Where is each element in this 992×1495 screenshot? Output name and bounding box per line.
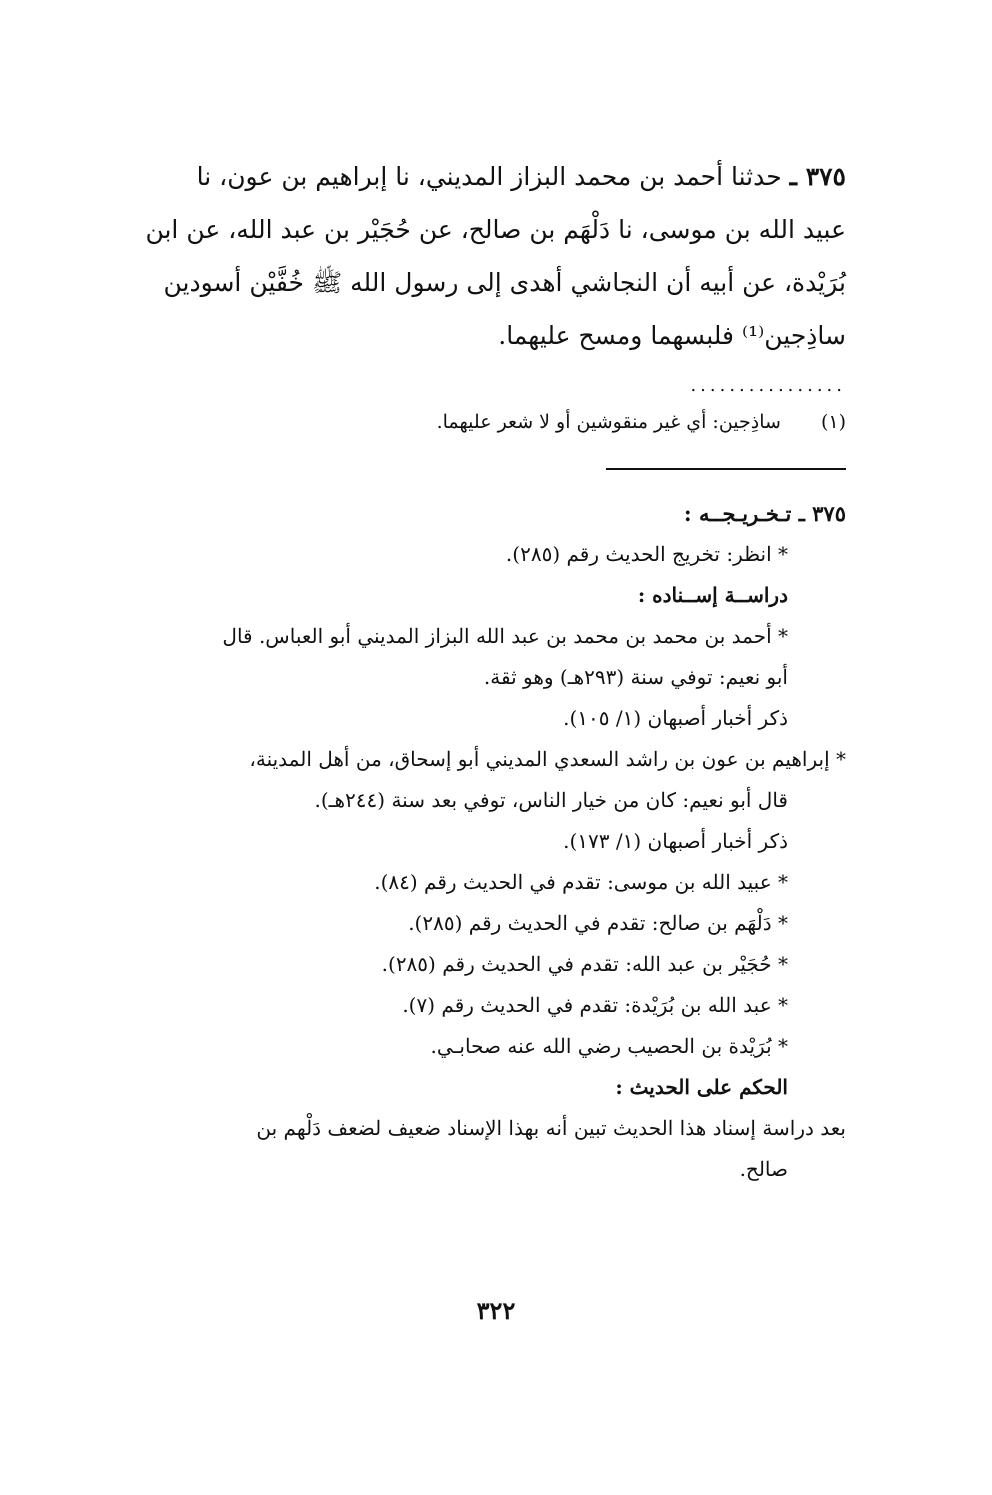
narrator-7: * بُرَيْدة بن الحصيب رضي الله عنه صحابـي. [430,1034,788,1058]
hadith-number: ٣٧٥ ـ [789,162,846,191]
hadith-line-2: عبيد الله بن موسى، نا دَلْهَم بن صالح، عن حُجَيْر بن عبد الله، عن ابن [145,215,846,244]
takhrij-section [92,494,846,1190]
ruling-line-2: صالح. [739,1157,788,1181]
page-number: ٣٢٢ [476,1296,516,1325]
footnote-marker: (١) [820,411,846,433]
footnote-divider [606,468,846,470]
page-body [92,150,846,1190]
takhrij-reference: * انظر: تخريج الحديث رقم (٢٨٥). [505,542,788,566]
separator-dots: ................ [690,375,846,396]
narrator-2-line-1: * إبراهيم بن عون بن راشد السعدي المديني أبو إسحاق، من أهل المدينة، [249,747,846,771]
narrator-1-line-3: ذكر أخبار أصبهان (١/ ١٠٥). [563,706,788,730]
hadith-line-4: ساذِجين⁽¹⁾ فلبسهما ومسح عليهما. [498,321,846,350]
ruling-line-1: بعد دراسة إسناد هذا الحديث تبين أنه بهذا الإسناد ضعيف لضعف دَلْهم بن [256,1116,846,1140]
hadith-text [92,150,846,362]
narrator-6: * عبد الله بن بُرَيْدة: تقدم في الحديث رقم (٧). [402,993,788,1017]
narrator-2-line-3: ذكر أخبار أصبهان (١/ ١٧٣). [563,829,788,853]
narrator-2-line-2: قال أبو نعيم: كان من خيار الناس، توفي بعد سنة (٢٤٤هـ). [314,788,788,812]
narrator-4: * دَلْهَم بن صالح: تقدم في الحديث رقم (٢٨٥). [408,911,788,935]
isnad-heading: دراســة إســناده : [637,583,788,607]
hadith-line-1: ٣٧٥ ـ حدثنا أحمد بن محمد البزاز المديني، نا إبراهيم بن عون، نا [196,162,846,191]
ruling-heading: الحكم على الحديث : [615,1075,788,1099]
narrator-1-line-2: أبو نعيم: توفي سنة (٢٩٣هـ) وهو ثقة. [483,665,788,689]
takhrij-heading: ٣٧٥ ـ تـخـريـجــه : [683,501,846,526]
narrator-1-line-1: * أحمد بن محمد بن محمد بن عبد الله البزاز المديني أبو العباس. قال [222,624,788,648]
footnote-text: ساذِجين: أي غير منقوشين أو لا شعر عليهما. [436,411,781,433]
narrator-5: * حُجَيْر بن عبد الله: تقدم في الحديث رقم (٢٨٥). [381,952,788,976]
narrator-3: * عبيد الله بن موسى: تقدم في الحديث رقم (٨٤). [374,870,788,894]
hadith-line-3: بُرَيْدة، عن أبيه أن النجاشي أهدى إلى رسول الله ﷺ خُفَّيْن أسودين [163,268,846,297]
footnote [92,402,846,442]
